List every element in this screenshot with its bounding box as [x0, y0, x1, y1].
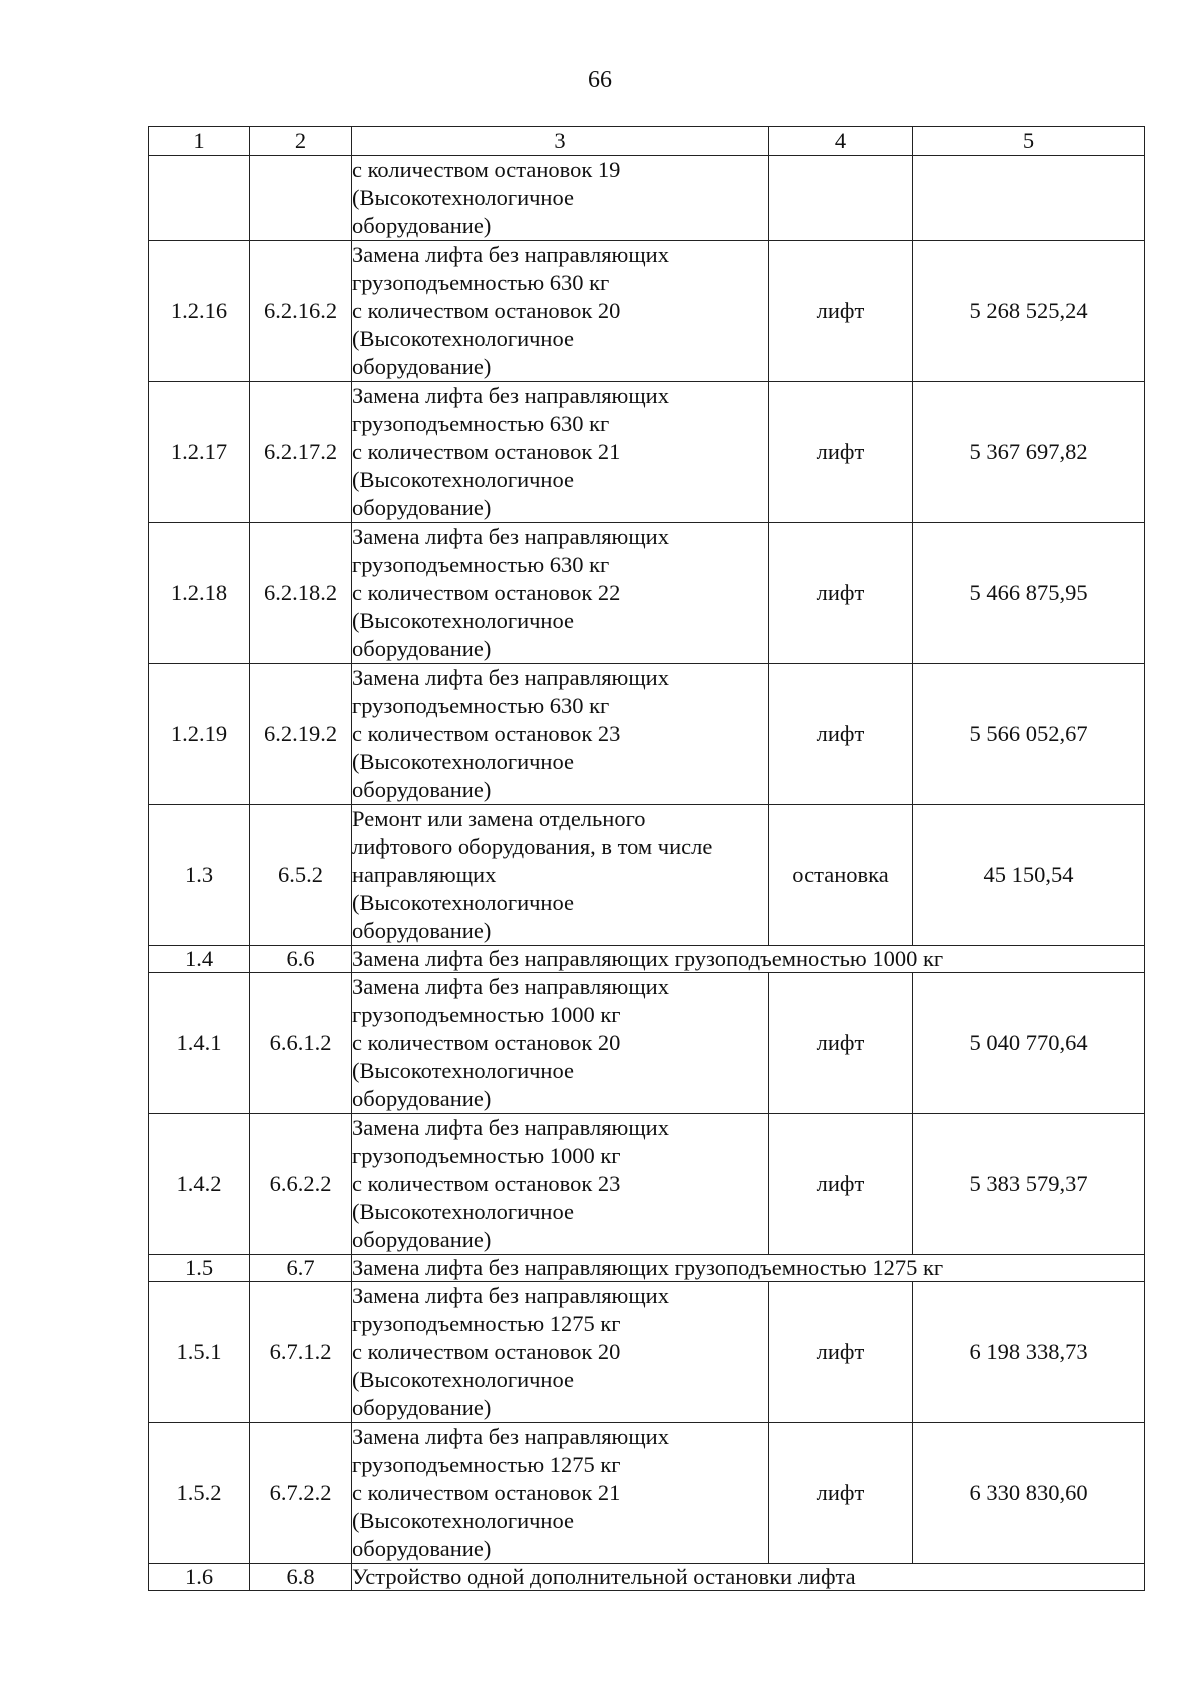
- column-header: 5: [913, 127, 1145, 156]
- description-line: оборудование): [352, 1227, 492, 1252]
- cell-description: [352, 805, 769, 946]
- description-line: Замена лифта без направляющих: [352, 524, 669, 549]
- description-line: Ремонт или замена отдельного: [352, 806, 646, 831]
- cell-number: 1.5.1: [149, 1282, 250, 1423]
- description-line: (Высокотехнологичное: [352, 326, 574, 351]
- cell-code: 6.7.2.2: [250, 1423, 352, 1564]
- cell-description: [352, 973, 769, 1114]
- table-row: [149, 973, 1145, 1114]
- description-line: (Высокотехнологичное: [352, 467, 574, 492]
- cell-number: 1.6: [149, 1564, 250, 1591]
- cell-code: [250, 156, 352, 241]
- cell-price: 5 268 525,24: [913, 241, 1145, 382]
- table-row: [149, 805, 1145, 946]
- cell-code: 6.7.1.2: [250, 1282, 352, 1423]
- description-line: грузоподъемностью 1000 кг: [352, 1143, 621, 1168]
- description-line: Замена лифта без направляющих: [352, 1283, 669, 1308]
- description-line: Замена лифта без направляющих: [352, 665, 669, 690]
- description-line: Замена лифта без направляющих: [352, 242, 669, 267]
- description-line: (Высокотехнологичное: [352, 1199, 574, 1224]
- cell-unit: лифт: [769, 241, 913, 382]
- cell-number: 1.2.18: [149, 523, 250, 664]
- description-line: с количеством остановок 20: [352, 1339, 621, 1364]
- description-line: грузоподъемностью 630 кг: [352, 411, 610, 436]
- cell-price: 6 198 338,73: [913, 1282, 1145, 1423]
- description-line: Замена лифта без направляющих: [352, 1424, 669, 1449]
- description-line: оборудование): [352, 213, 492, 238]
- page-number: 66: [588, 67, 612, 93]
- cell-code: 6.2.16.2: [250, 241, 352, 382]
- description-line: с количеством остановок 20: [352, 298, 621, 323]
- description-line: грузоподъемностью 1275 кг: [352, 1311, 621, 1336]
- cell-description: [352, 241, 769, 382]
- description-line: грузоподъемностью 1275 кг: [352, 1452, 621, 1477]
- column-header: 1: [149, 127, 250, 156]
- cell-number: 1.2.19: [149, 664, 250, 805]
- cell-price: 5 367 697,82: [913, 382, 1145, 523]
- description-line: с количеством остановок 22: [352, 580, 621, 605]
- cell-number: 1.4.2: [149, 1114, 250, 1255]
- cell-unit: лифт: [769, 1282, 913, 1423]
- cell-code: 6.6: [250, 946, 352, 973]
- description-line: (Высокотехнологичное: [352, 1367, 574, 1392]
- description-line: грузоподъемностью 630 кг: [352, 552, 610, 577]
- table-row: [149, 241, 1145, 382]
- description-line: оборудование): [352, 777, 492, 802]
- cell-unit: лифт: [769, 664, 913, 805]
- description-line: лифтового оборудования, в том числе: [352, 834, 713, 859]
- cell-number: 1.2.16: [149, 241, 250, 382]
- cell-number: 1.5.2: [149, 1423, 250, 1564]
- description-line: оборудование): [352, 354, 492, 379]
- description-line: с количеством остановок 23: [352, 721, 621, 746]
- cell-price: 5 566 052,67: [913, 664, 1145, 805]
- table-row: [149, 1423, 1145, 1564]
- description-line: с количеством остановок 21: [352, 439, 621, 464]
- description-line: с количеством остановок 21: [352, 1480, 621, 1505]
- description-line: оборудование): [352, 495, 492, 520]
- cell-unit: лифт: [769, 1423, 913, 1564]
- description-line: направляющих: [352, 862, 497, 887]
- table-row: [149, 382, 1145, 523]
- cell-price: 6 330 830,60: [913, 1423, 1145, 1564]
- table-row: [149, 523, 1145, 664]
- section-row: [149, 1255, 1145, 1282]
- cell-number: 1.5: [149, 1255, 250, 1282]
- table-row: [149, 1282, 1145, 1423]
- description-line: (Высокотехнологичное: [352, 749, 574, 774]
- section-title: Устройство одной дополнительной остановки лифта: [352, 1564, 1145, 1591]
- cell-description: [352, 1282, 769, 1423]
- description-line: оборудование): [352, 918, 492, 943]
- cell-unit: [769, 156, 913, 241]
- cell-code: 6.8: [250, 1564, 352, 1591]
- description-line: оборудование): [352, 636, 492, 661]
- description-line: (Высокотехнологичное: [352, 1508, 574, 1533]
- description-line: грузоподъемностью 1000 кг: [352, 1002, 621, 1027]
- cell-unit: лифт: [769, 523, 913, 664]
- table-row: [149, 1114, 1145, 1255]
- section-row: [149, 1564, 1145, 1591]
- cell-code: 6.2.19.2: [250, 664, 352, 805]
- cell-code: 6.2.18.2: [250, 523, 352, 664]
- cell-code: 6.2.17.2: [250, 382, 352, 523]
- cell-code: 6.6.2.2: [250, 1114, 352, 1255]
- description-line: с количеством остановок 20: [352, 1030, 621, 1055]
- table-row: [149, 664, 1145, 805]
- description-line: Замена лифта без направляющих: [352, 1115, 669, 1140]
- cell-price: 45 150,54: [913, 805, 1145, 946]
- description-line: Замена лифта без направляющих: [352, 974, 669, 999]
- description-line: оборудование): [352, 1536, 492, 1561]
- cell-number: [149, 156, 250, 241]
- cell-number: 1.4.1: [149, 973, 250, 1114]
- description-line: грузоподъемностью 630 кг: [352, 693, 610, 718]
- cell-code: 6.6.1.2: [250, 973, 352, 1114]
- section-title: Замена лифта без направляющих грузоподъемностью 1275 кг: [352, 1255, 1145, 1282]
- cell-description: [352, 1423, 769, 1564]
- description-line: Замена лифта без направляющих: [352, 383, 669, 408]
- cell-description: [352, 382, 769, 523]
- column-header: 2: [250, 127, 352, 156]
- cell-code: 6.7: [250, 1255, 352, 1282]
- description-line: оборудование): [352, 1086, 492, 1111]
- cell-number: 1.2.17: [149, 382, 250, 523]
- cell-code: 6.5.2: [250, 805, 352, 946]
- cell-price: [913, 156, 1145, 241]
- cell-number: 1.4: [149, 946, 250, 973]
- description-line: с количеством остановок 23: [352, 1171, 621, 1196]
- header-row: [149, 127, 1145, 156]
- cell-price: 5 383 579,37: [913, 1114, 1145, 1255]
- description-line: оборудование): [352, 1395, 492, 1420]
- section-title: Замена лифта без направляющих грузоподъемностью 1000 кг: [352, 946, 1145, 973]
- section-row: [149, 946, 1145, 973]
- continuation-row: [149, 156, 1145, 241]
- description-line: (Высокотехнологичное: [352, 608, 574, 633]
- cell-description: [352, 664, 769, 805]
- cell-unit: лифт: [769, 382, 913, 523]
- cell-unit: лифт: [769, 973, 913, 1114]
- cell-description: [352, 156, 769, 241]
- cell-price: 5 466 875,95: [913, 523, 1145, 664]
- cell-unit: лифт: [769, 1114, 913, 1255]
- description-line: (Высокотехнологичное: [352, 1058, 574, 1083]
- column-header: 3: [352, 127, 769, 156]
- description-line: (Высокотехнологичное: [352, 890, 574, 915]
- cell-unit: остановка: [769, 805, 913, 946]
- cell-description: [352, 523, 769, 664]
- cell-price: 5 040 770,64: [913, 973, 1145, 1114]
- price-table: [148, 126, 1145, 1591]
- description-line: с количеством остановок 19: [352, 157, 621, 182]
- description-line: (Высокотехнологичное: [352, 185, 574, 210]
- description-line: грузоподъемностью 630 кг: [352, 270, 610, 295]
- cell-number: 1.3: [149, 805, 250, 946]
- cell-description: [352, 1114, 769, 1255]
- column-header: 4: [769, 127, 913, 156]
